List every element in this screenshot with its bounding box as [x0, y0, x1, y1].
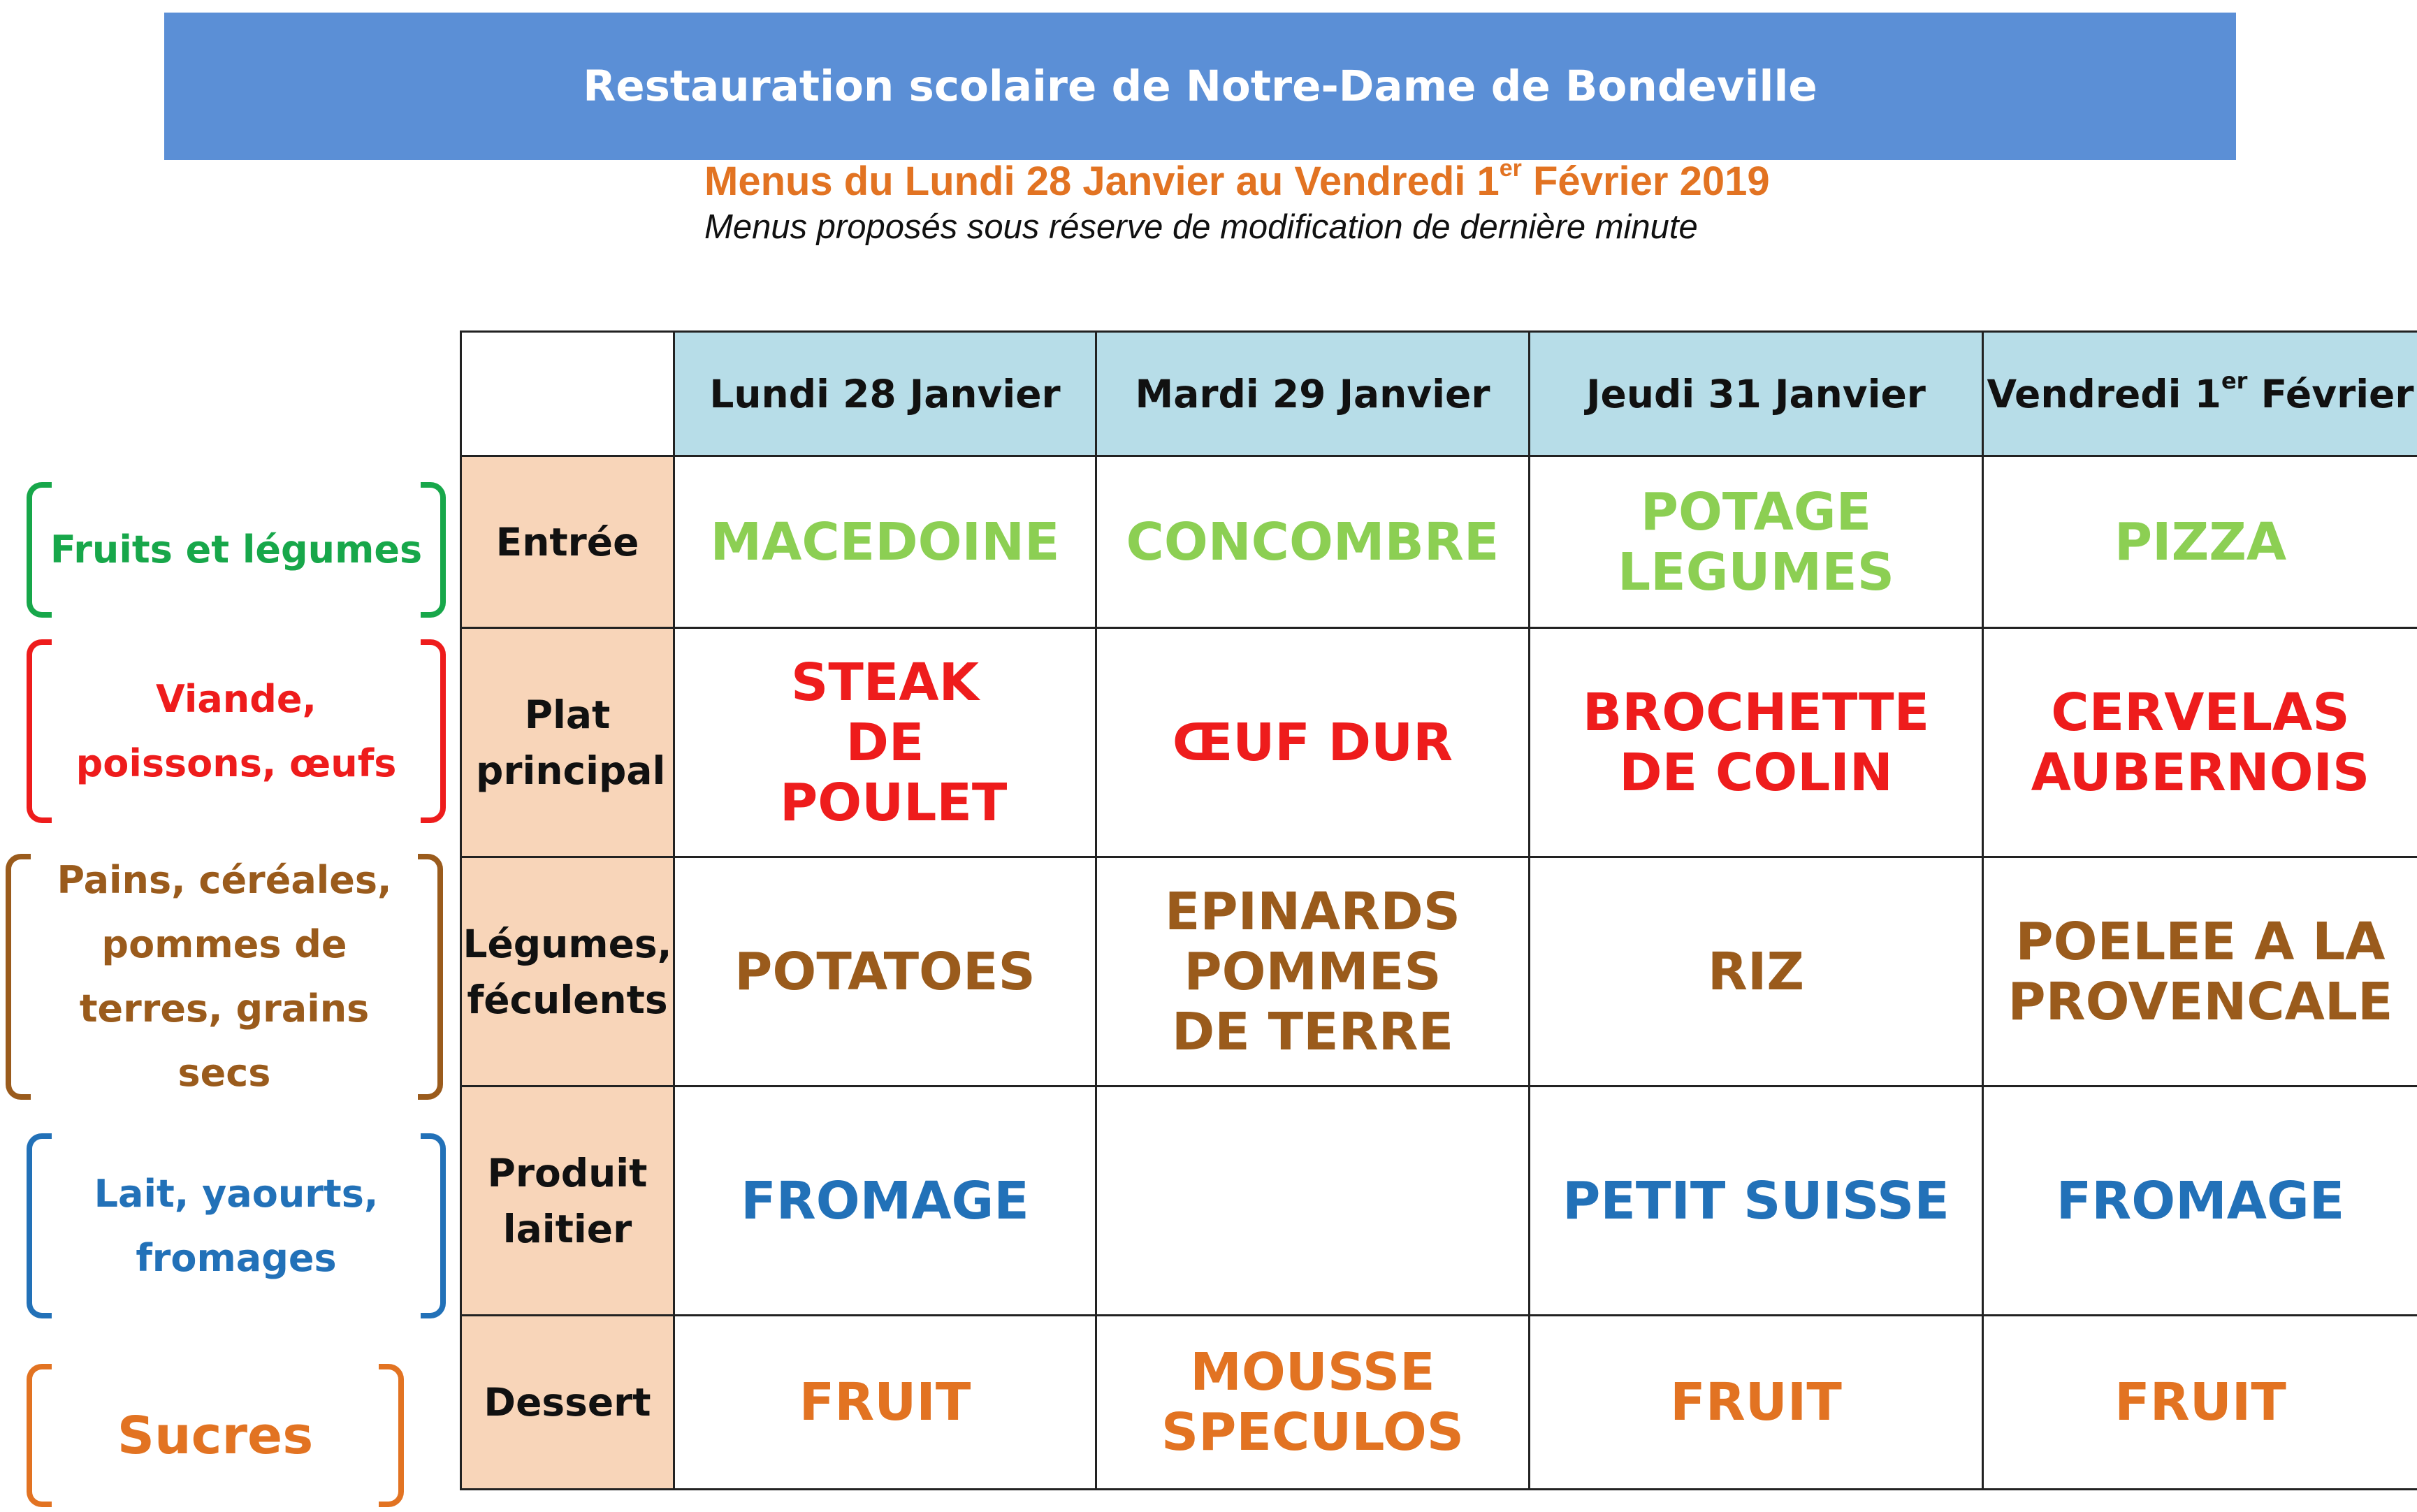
- menu-item: EPINARDS POMMES DE TERRE: [1096, 857, 1530, 1086]
- day-header-mardi: Mardi 29 Janvier: [1096, 332, 1530, 456]
- table-row-dessert: [461, 1316, 2417, 1490]
- table-row-plat-principal: [461, 628, 2417, 857]
- menu-item: BROCHETTE DE COLIN: [1530, 628, 1983, 857]
- category-pains-cereales: [6, 854, 443, 1100]
- table-row-entree: [461, 456, 2417, 628]
- menu-date-range: [704, 155, 1770, 205]
- row-label-dessert: Dessert: [461, 1316, 674, 1490]
- subtitle-superscript: er: [1499, 155, 1522, 182]
- menu-item: STEAK DE POULET: [674, 628, 1096, 857]
- menu-item: FROMAGE: [1983, 1086, 2417, 1316]
- page-title-banner: [164, 13, 2236, 160]
- subtitle-text: Menus du Lundi 28 Janvier au Vendredi 1: [704, 159, 1500, 204]
- page-title: Restauration scolaire de Notre-Dame de Bondeville: [583, 61, 1817, 111]
- table-row-legumes-feculents: [461, 857, 2417, 1086]
- corner-cell: [461, 332, 674, 456]
- menu-item: RIZ: [1530, 857, 1983, 1086]
- category-label: Viande, poissons, œufs: [75, 676, 397, 785]
- day-label-text: Vendredi 1: [1987, 371, 2221, 416]
- day-label-superscript: er: [2221, 367, 2248, 394]
- table-header-row: [461, 332, 2417, 456]
- category-label: Pains, céréales, pommes de terres, grains secs: [57, 858, 392, 1095]
- menu-table: [460, 330, 2417, 1490]
- category-lait-yaourts-fromages: [27, 1133, 446, 1318]
- menu-item: PETIT SUISSE: [1530, 1086, 1983, 1316]
- menu-item: POTAGE LEGUMES: [1530, 456, 1983, 628]
- disclaimer-note: Menus proposés sous réserve de modification de dernière minute: [704, 208, 1698, 246]
- table-row-produit-laitier: [461, 1086, 2417, 1316]
- category-viande-poissons-oeufs: [27, 639, 446, 823]
- menu-item: MOUSSE SPECULOS: [1096, 1316, 1530, 1490]
- menu-item: POTATOES: [674, 857, 1096, 1086]
- menu-item: ŒUF DUR: [1096, 628, 1530, 857]
- row-label-entree: Entrée: [461, 456, 674, 628]
- menu-item: MACEDOINE: [674, 456, 1096, 628]
- day-label-text-end: Février: [2247, 371, 2414, 416]
- day-header-vendredi: [1983, 332, 2417, 456]
- category-sucres: [27, 1364, 404, 1507]
- category-label: Fruits et légumes: [50, 528, 423, 572]
- category-label: Sucres: [117, 1405, 314, 1466]
- menu-item: PIZZA: [1983, 456, 2417, 628]
- category-label: Lait, yaourts, fromages: [94, 1171, 379, 1280]
- row-label-plat-principal: Plat principal: [461, 628, 674, 857]
- category-fruits-legumes: [27, 482, 446, 618]
- menu-item: FRUIT: [1983, 1316, 2417, 1490]
- menu-item: CONCOMBRE: [1096, 456, 1530, 628]
- menu-item: CERVELAS AUBERNOIS: [1983, 628, 2417, 857]
- row-label-legumes-feculents: Légumes, féculents: [461, 857, 674, 1086]
- day-header-lundi: Lundi 28 Janvier: [674, 332, 1096, 456]
- subtitle-text-end: Février 2019: [1521, 159, 1770, 204]
- menu-item: FRUIT: [1530, 1316, 1983, 1490]
- row-label-produit-laitier: Produit laitier: [461, 1086, 674, 1316]
- menu-item: [1096, 1086, 1530, 1316]
- menu-item: POELEE A LA PROVENCALE: [1983, 857, 2417, 1086]
- day-header-jeudi: Jeudi 31 Janvier: [1530, 332, 1983, 456]
- menu-item: FROMAGE: [674, 1086, 1096, 1316]
- menu-item: FRUIT: [674, 1316, 1096, 1490]
